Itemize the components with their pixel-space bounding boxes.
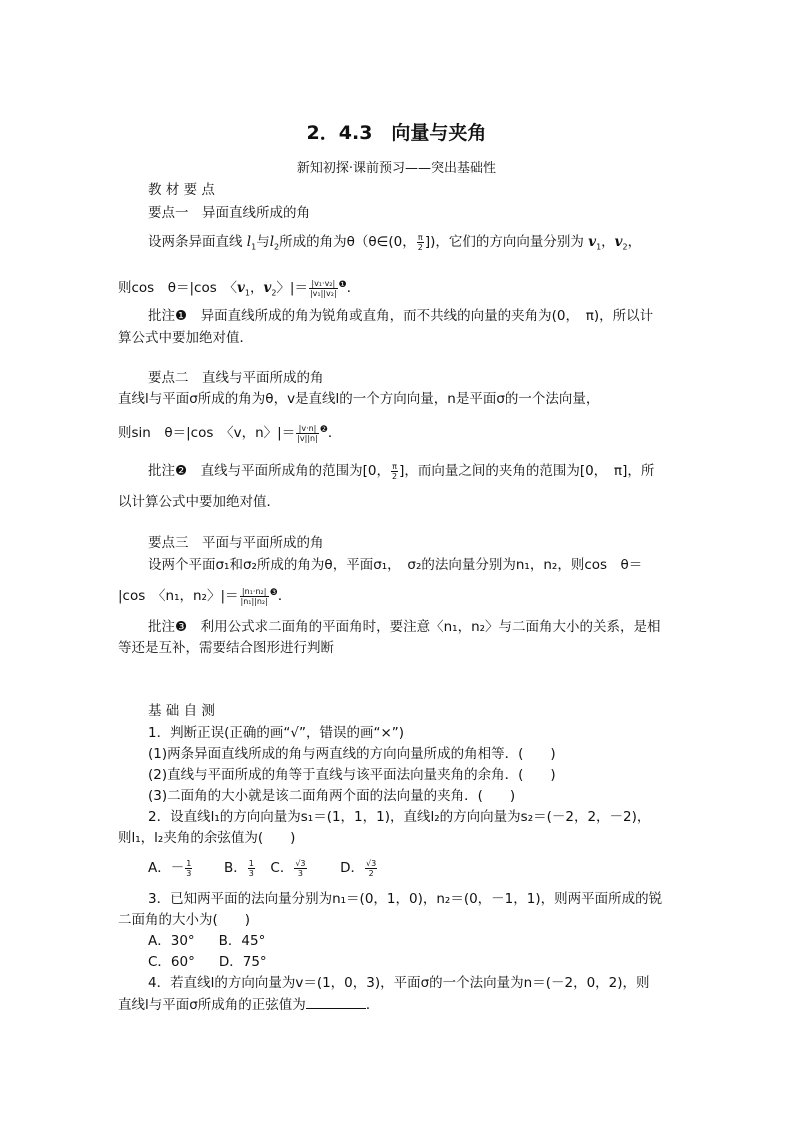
option-c: C． $\frac{√3}{3}$ [270,858,306,878]
point-2-heading: 要点二 直线与平面所成的角 [148,370,324,386]
note-3-cont: 等还是互补，需要结合图形进行判断 [118,640,334,656]
option-b: B． $\frac{1}{3}$ [223,858,254,878]
question-2-options [148,858,378,878]
question-1-item-1: (1)两条异面直线所成的角与两直线的方向向量所成的角相等．( ) [148,746,556,762]
point-1-line-1: 设两条异面直线 $l_1$与$l_2$所成的角为θ（θ∈(0， $\frac{\pi}{2}$ ])，它们的方向向量分别为 $v_1$，$v_2$， [148,232,642,252]
point-2-formula: 则sin θ＝|cos 〈v，n〉|＝ $\frac{|v\cdot n|}{|v||n|}$ $^❷$． [118,423,342,443]
question-4-line-1: 4．若直线l的方向向量为v＝(1，0，3)，平面σ的一个法向量为n＝(－2，0，2)，则 [148,975,650,991]
point-2-line-1: 直线l与平面σ所成的角为θ，v是直线l的一个方向向量，n是平面σ的一个法向量， [118,391,600,407]
question-1-item-3: (3)二面角的大小就是该二面角两个面的法向量的夹角．( ) [148,788,516,804]
question-3-options-row-2 [148,952,267,972]
point-3-line-1: 设两个平面σ₁和σ₂所成的角为θ，平面σ₁， σ₂的法向量分别为n₁，n₂，则cos θ＝ [148,557,643,573]
note-3: 批注❸ 利用公式求二面角的平面角时，要注意〈n₁，n₂〉与二面角大小的关系，是相 [148,619,661,635]
note-1-cont: 算公式中要加绝对值． [118,330,253,346]
question-1-item-2: (2)直线与平面所成的角等于直线与该平面法向量夹角的余角．( ) [148,767,556,783]
point-1-heading: 要点一 异面直线所成的角 [148,205,310,221]
note-2: 批注❷ 直线与平面所成角的范围为[0， $\frac{\pi}{2}$ ]，而向量之间的夹角的范围为[0， π]，所 [148,461,655,481]
question-2-line-1: 2．设直线l₁的方向向量为s₁＝(1，1，1)，直线l₂的方向向量为s₂＝(－2，2，－2)， [148,809,651,825]
question-3-line-1: 3．已知两平面的法向量分别为n₁＝(0，1，0)，n₂＝(0，－1，1)，则两平面所成的锐 [148,891,663,907]
point-3-formula: |cos 〈n₁，n₂〉|＝ $\frac{\text{|n₁·n₂|}}{\text{|n₁||n₂|}}$ $^❸$． [118,586,292,606]
option-d: D． $\frac{√3}{2}$ [340,858,377,878]
heading-key-points: 教 材 要 点 [148,182,215,198]
section-subtitle: 新知初探·课前预习——突出基础性 [296,161,497,176]
answer-blank[interactable] [306,994,366,1009]
page-title: 2．4.3 向量与夹角 [306,122,487,144]
option-c: C．60° [148,954,195,970]
heading-self-test: 基 础 自 测 [148,703,215,719]
question-1: 1．判断正误(正确的画“√”，错误的画“×”) [148,725,405,741]
point-3-heading: 要点三 平面与平面所成的角 [148,535,324,551]
question-3-options-row-1 [148,931,265,951]
option-d: D．75° [218,954,267,970]
note-1: 批注❶ 异面直线所成的角为锐角或直角，而不共线的向量的夹角为(0， π)，所以计 [148,308,654,324]
option-b: B．45° [218,933,266,949]
note-2-cont: 以计算公式中要加绝对值． [118,494,280,510]
question-3-line-2: 二面角的大小为( ) [118,912,251,928]
question-2-line-2: 则l₁，l₂夹角的余弦值为( ) [118,830,296,846]
point-1-formula: 则cos θ＝|cos 〈$v_1$，$v_2$〉|＝ $\frac{\text{|v₁·v₂|}}{\text{|v₁||v₂|}}$ $^❶$． [118,278,361,298]
question-4-line-2: 直线l与平面σ所成角的正弦值为 ． [118,994,379,1015]
option-a: A．－ $\frac{1}{3}$ [148,858,192,878]
option-a: A．30° [148,933,195,949]
